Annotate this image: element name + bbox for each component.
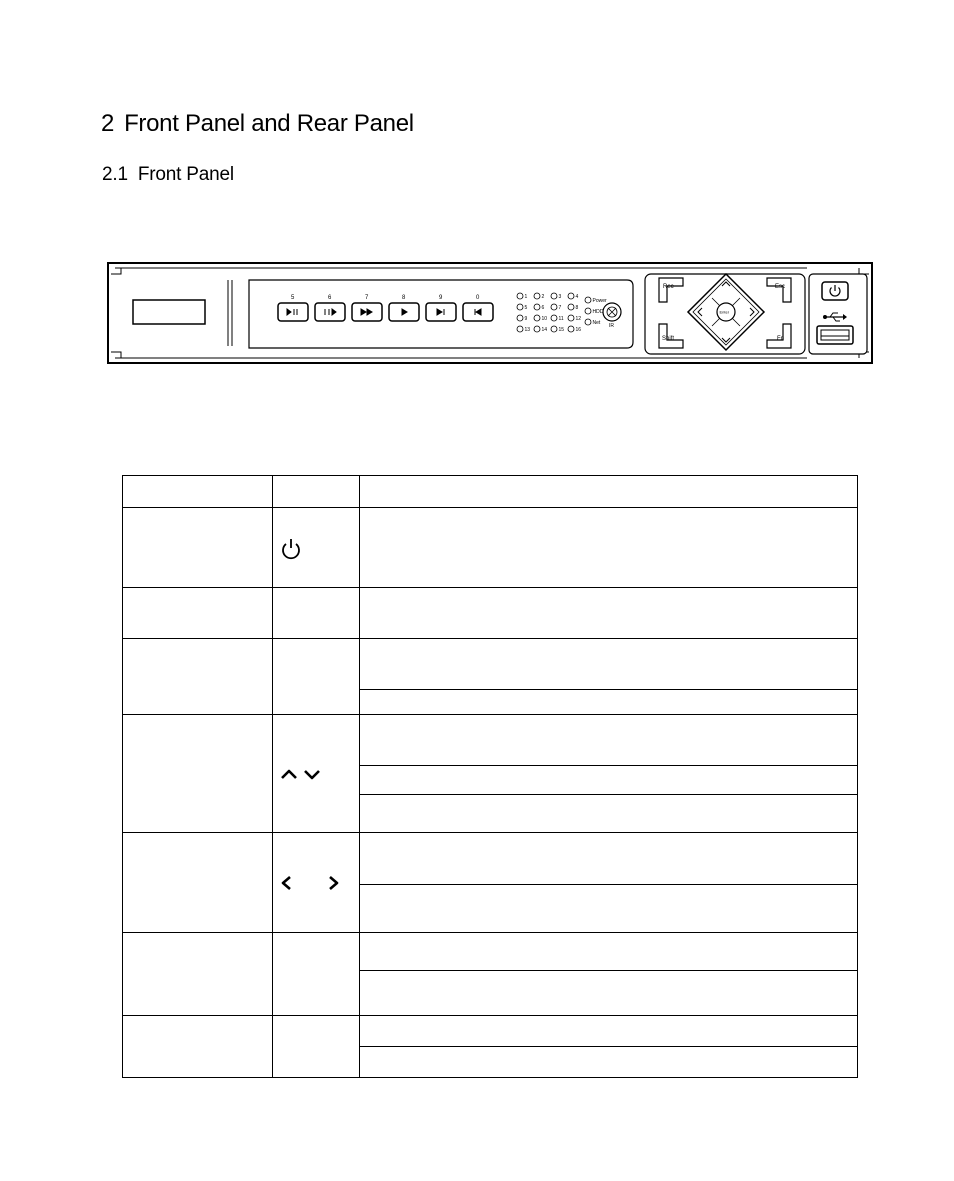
- left-right-arrow-icons: [279, 874, 343, 892]
- table-cell: [360, 833, 858, 885]
- channel-led: [517, 326, 530, 333]
- status-led-label: Net: [592, 320, 601, 326]
- table-cell: [123, 1016, 273, 1078]
- section-title: Front Panel: [137, 164, 234, 185]
- led-number: 1: [524, 294, 528, 300]
- led-indicator: [534, 304, 540, 310]
- table-row: [123, 1016, 858, 1047]
- table-cell: [123, 833, 273, 933]
- section-heading: [102, 164, 234, 186]
- status-led: [585, 319, 601, 326]
- table-cell: [360, 885, 858, 933]
- usb-port[interactable]: [817, 326, 853, 344]
- led-indicator: [568, 326, 574, 332]
- esc-key-label: Esc: [775, 284, 786, 290]
- led-number: 13: [524, 327, 531, 333]
- led-number: 2: [541, 294, 545, 300]
- table-cell: [123, 933, 273, 1016]
- channel-led: [534, 326, 547, 333]
- led-indicator: [585, 297, 591, 303]
- table-cell: [273, 476, 360, 508]
- front-panel-figure: [107, 262, 873, 364]
- table-cell: [360, 690, 858, 715]
- led-indicator: [551, 326, 557, 332]
- channel-led: [568, 315, 581, 322]
- chapter-number: 2: [101, 110, 115, 137]
- led-number: 6: [541, 305, 545, 311]
- led-indicator: [585, 319, 591, 325]
- status-led-label: Power: [592, 298, 607, 304]
- table-row: [123, 508, 858, 588]
- status-led: [585, 308, 604, 315]
- table-cell: [360, 766, 858, 795]
- chapter-title: Front Panel and Rear Panel: [124, 110, 414, 137]
- playback-button-number: 7: [365, 295, 369, 301]
- led-number: 14: [541, 327, 548, 333]
- table-cell: [360, 476, 858, 508]
- table-cell: [360, 933, 858, 971]
- fn-key-label: Fn: [777, 336, 785, 342]
- playback-button-number: 5: [291, 295, 295, 301]
- table-cell: [360, 639, 858, 690]
- table-cell: [123, 476, 273, 508]
- playback-button-number: 0: [476, 295, 480, 301]
- table-cell: [360, 1047, 858, 1078]
- led-indicator: [517, 293, 523, 299]
- table-cell: [360, 588, 858, 639]
- table-cell: [360, 795, 858, 833]
- shift-key-label: Shift: [662, 336, 675, 342]
- table-row: [123, 639, 858, 690]
- table-cell-icon: [273, 833, 360, 933]
- table-cell: [360, 1016, 858, 1047]
- table-row: [123, 588, 858, 639]
- led-number: 12: [575, 316, 582, 322]
- ir-label: IR: [609, 323, 614, 329]
- playback-button-number: 6: [328, 295, 332, 301]
- led-number: 10: [541, 316, 548, 322]
- section-number: 2.1: [102, 164, 128, 185]
- table-cell: [273, 588, 360, 639]
- power-icon: [279, 536, 303, 560]
- led-indicator: [568, 315, 574, 321]
- led-number: 4: [575, 294, 579, 300]
- table-cell-icon: [273, 715, 360, 833]
- table-cell: [273, 1016, 360, 1078]
- led-indicator: [517, 304, 523, 310]
- led-indicator: [551, 315, 557, 321]
- table-cell-icon: [273, 508, 360, 588]
- led-indicator: [568, 304, 574, 310]
- status-led: [585, 297, 607, 304]
- led-indicator: [517, 326, 523, 332]
- led-indicator: [568, 293, 574, 299]
- led-indicator: [534, 293, 540, 299]
- up-down-arrow-icons: [279, 766, 323, 782]
- channel-led: [568, 326, 581, 333]
- led-indicator: [534, 326, 540, 332]
- chapter-heading: [101, 110, 414, 138]
- led-number: 15: [558, 327, 565, 333]
- led-indicator: [585, 308, 591, 314]
- front-panel-table: [122, 475, 858, 1078]
- table-row: [123, 715, 858, 766]
- table-cell: [123, 639, 273, 715]
- rec-key-label: Rec: [663, 284, 674, 290]
- playback-button-body: [278, 303, 308, 321]
- led-number: 11: [558, 316, 564, 322]
- table-cell: [123, 715, 273, 833]
- power-button[interactable]: [822, 282, 848, 300]
- led-number: 16: [575, 327, 582, 333]
- led-indicator: [534, 315, 540, 321]
- playback-button-number: 9: [439, 295, 443, 301]
- table-row: [123, 833, 858, 885]
- table-cell: [123, 588, 273, 639]
- channel-led: [551, 326, 564, 333]
- led-number: 3: [558, 294, 562, 300]
- table-cell: [273, 639, 360, 715]
- playback-button-body: [315, 303, 345, 321]
- led-number: 7: [558, 305, 562, 311]
- led-indicator: [551, 304, 557, 310]
- table-cell: [360, 508, 858, 588]
- led-number: 8: [575, 305, 579, 311]
- led-indicator: [517, 315, 523, 321]
- status-led-label: HDD: [592, 309, 604, 315]
- playback-button-number: 8: [402, 295, 406, 301]
- enter-key-label: Enter: [719, 309, 730, 315]
- led-number: 5: [524, 305, 528, 311]
- channel-led: [534, 315, 547, 322]
- led-number: 9: [524, 316, 528, 322]
- table-cell: [123, 508, 273, 588]
- table-cell: [360, 971, 858, 1016]
- table-cell: [360, 715, 858, 766]
- table-header-row: [123, 476, 858, 508]
- table-row: [123, 933, 858, 971]
- table-cell: [273, 933, 360, 1016]
- led-indicator: [551, 293, 557, 299]
